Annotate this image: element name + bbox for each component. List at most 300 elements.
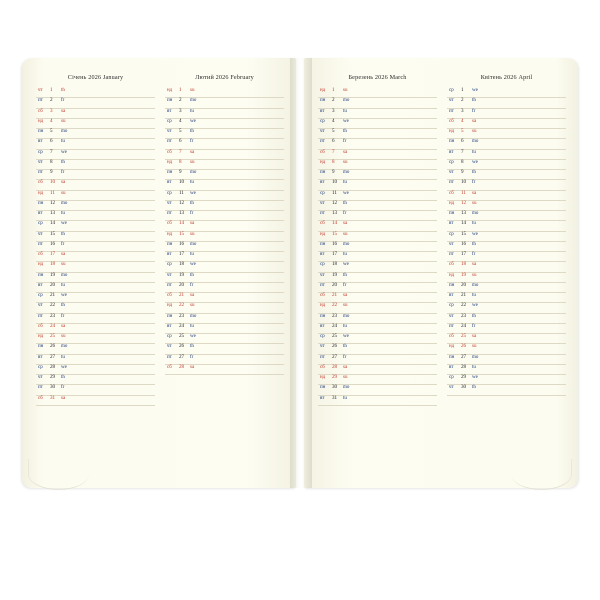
page-corner-left [28,459,89,490]
day-weekday-uk: вт [167,323,172,329]
day-number: 27 [50,353,56,360]
day-weekday-uk: чт [167,272,172,278]
day-number: 19 [50,271,56,278]
month-column-march [318,74,437,406]
day-number: 8 [332,158,335,165]
day-weekday-en: th [61,303,65,309]
day-number: 10 [332,179,338,186]
day-weekday-uk: нд [167,303,173,309]
day-weekday-en: tu [190,108,194,114]
day-weekday-en: th [61,159,65,165]
day-weekday-en: th [472,385,476,391]
day-weekday-en: mo [61,272,68,278]
day-weekday-en: sa [61,252,66,257]
day-weekday-en: th [472,313,476,319]
day-weekday-uk: пн [167,170,173,175]
day-weekday-en: sa [190,149,195,155]
day-number: 22 [50,302,56,309]
day-weekday-en: sa [61,395,66,401]
day-number: 23 [332,312,338,319]
day-number: 29 [50,374,56,380]
day-number: 11 [179,189,184,196]
day-row [36,119,155,129]
day-weekday-en: sa [472,334,477,339]
day-weekday-en: tu [472,221,476,227]
day-weekday-uk: пн [320,170,326,175]
day-number: 11 [50,189,55,196]
day-weekday-uk: чт [320,200,325,206]
day-weekday-en: fr [61,241,65,247]
month-column-april [447,74,566,406]
day-weekday-uk: ср [38,293,43,298]
day-weekday-uk: нд [167,88,173,93]
day-weekday-uk: вт [38,354,43,360]
day-weekday-en: tu [472,149,476,155]
day-list-february [165,88,284,375]
day-number: 4 [332,117,335,124]
day-row [36,160,155,170]
day-number: 20 [461,281,467,288]
month-title-april: Квітень 2026 April [480,74,533,81]
day-row [447,109,566,119]
day-weekday-en: su [61,118,66,124]
day-weekday-uk: сб [449,262,454,268]
day-weekday-uk: чт [38,88,43,93]
day-weekday-en: sa [190,221,195,227]
day-weekday-uk: ср [449,231,454,237]
day-number: 25 [50,333,56,339]
day-number: 5 [332,128,335,134]
day-row [318,344,437,354]
day-weekday-uk: чт [167,200,172,206]
day-number: 6 [179,138,182,145]
day-number: 16 [461,240,467,247]
day-weekday-uk: ср [38,149,43,155]
day-weekday-uk: чт [167,129,172,134]
day-weekday-en: tu [343,108,347,114]
day-number: 21 [179,292,185,298]
day-number: 28 [461,363,467,370]
day-weekday-en: tu [61,139,65,145]
day-weekday-uk: вт [449,221,454,227]
month-title-march: Березень 2026 March [348,74,407,81]
day-weekday-en: we [343,118,349,124]
day-weekday-en: fr [61,170,65,175]
day-row [165,119,284,129]
day-weekday-en: fr [190,354,194,360]
day-weekday-uk: нд [38,262,44,268]
day-row [447,221,566,231]
day-number: 17 [179,251,185,257]
day-weekday-uk: пн [167,241,173,247]
day-weekday-uk: пт [320,211,325,216]
day-number: 18 [461,261,467,268]
day-row [36,150,155,160]
month-column-january [36,74,155,406]
day-weekday-uk: нд [38,118,44,124]
day-number: 11 [461,189,466,196]
day-weekday-uk: сб [167,364,172,370]
day-weekday-uk: сб [167,221,172,227]
day-weekday-uk: сб [320,149,325,155]
day-number: 2 [332,97,335,104]
day-weekday-uk: пн [38,129,44,134]
day-weekday-en: th [61,375,65,380]
day-weekday-uk: нд [320,159,326,165]
day-weekday-en: mo [343,98,350,104]
day-number: 26 [179,343,185,350]
day-number: 14 [50,220,56,227]
day-row [36,344,155,354]
day-row [36,129,155,139]
day-weekday-uk: нд [449,344,455,350]
day-weekday-en: we [190,262,196,268]
day-number: 13 [50,210,56,216]
day-weekday-uk: сб [167,149,172,155]
day-number: 15 [461,230,467,237]
day-weekday-uk: сб [167,293,172,298]
day-number: 20 [50,281,56,288]
day-weekday-uk: нд [320,303,326,309]
day-weekday-uk: нд [320,88,326,93]
day-row [165,98,284,108]
day-list-january [36,88,155,406]
day-weekday-en: th [472,241,476,247]
day-weekday-uk: пт [38,241,43,247]
day-row [318,160,437,170]
day-number: 5 [50,128,53,134]
day-number: 16 [332,240,338,247]
day-weekday-en: we [343,262,349,268]
day-weekday-en: tu [190,252,194,257]
day-row [165,180,284,190]
day-weekday-uk: пт [449,108,454,114]
day-weekday-uk: пн [38,272,44,278]
day-number: 8 [461,158,464,165]
day-number: 13 [461,210,467,216]
day-number: 6 [50,138,53,145]
day-weekday-en: sa [343,364,348,370]
day-weekday-uk: чт [320,344,325,350]
day-row [36,396,155,406]
day-weekday-uk: пт [449,323,454,329]
day-number: 1 [50,87,53,93]
day-weekday-en: fr [472,252,476,257]
day-weekday-en: fr [61,313,65,319]
day-weekday-en: tu [190,180,194,186]
day-row [36,109,155,119]
day-number: 20 [332,281,338,288]
day-number: 1 [332,87,335,93]
day-weekday-en: mo [61,129,68,134]
book-gutter [290,58,312,488]
day-number: 17 [461,251,467,257]
day-weekday-en: sa [61,180,66,186]
day-list-march [318,88,437,406]
day-weekday-uk: чт [449,170,454,175]
day-number: 31 [332,394,338,401]
day-number: 21 [461,292,467,298]
day-number: 23 [50,312,56,319]
right-page-columns [318,74,566,406]
day-weekday-en: su [343,303,348,309]
day-weekday-en: fr [61,98,65,104]
day-number: 26 [461,343,467,350]
day-weekday-uk: пт [38,385,43,391]
day-number: 2 [179,97,182,104]
day-number: 13 [332,210,338,216]
day-weekday-uk: пт [167,211,172,216]
day-weekday-en: tu [343,395,347,401]
day-number: 2 [461,97,464,104]
day-row [447,262,566,272]
day-weekday-uk: вт [167,108,172,114]
day-weekday-en: mo [472,354,479,360]
day-number: 10 [179,179,185,186]
day-number: 12 [332,199,338,206]
day-weekday-en: th [343,200,347,206]
day-weekday-uk: ср [167,118,172,124]
day-weekday-uk: ср [320,334,325,339]
day-row [318,119,437,129]
day-number: 5 [461,128,464,134]
day-number: 29 [461,374,467,380]
day-weekday-uk: пт [167,354,172,360]
day-weekday-en: mo [190,241,197,247]
day-number: 10 [50,179,56,186]
day-number: 14 [332,220,338,227]
day-weekday-uk: сб [449,334,454,339]
day-row [36,303,155,313]
day-number: 25 [461,333,467,339]
day-number: 3 [461,107,464,114]
day-weekday-uk: чт [38,231,43,237]
day-number: 4 [50,117,53,124]
day-row [318,396,437,406]
day-row [318,262,437,272]
day-number: 7 [50,148,53,155]
day-number: 9 [461,169,464,175]
right-page [304,58,578,488]
day-weekday-en: we [61,149,67,155]
day-weekday-uk: ср [449,159,454,165]
day-row [165,160,284,170]
day-weekday-en: we [61,364,67,370]
day-weekday-en: we [61,293,67,298]
day-row [36,385,155,395]
day-weekday-uk: пн [320,98,326,104]
day-weekday-en: sa [472,262,477,268]
day-row [165,303,284,313]
day-weekday-uk: вт [449,149,454,155]
day-weekday-en: th [190,272,194,278]
day-weekday-uk: пн [38,200,44,206]
day-number: 9 [50,169,53,175]
left-page [22,58,296,488]
day-weekday-uk: пт [320,139,325,145]
day-weekday-en: mo [343,385,350,391]
day-weekday-uk: пт [320,354,325,360]
day-weekday-uk: пт [38,170,43,175]
day-weekday-en: fr [472,323,476,329]
day-row [318,385,437,395]
day-weekday-uk: пн [449,139,455,145]
day-number: 22 [179,302,185,309]
day-number: 13 [179,210,185,216]
day-number: 31 [50,394,56,401]
day-weekday-en: sa [190,293,195,298]
day-number: 3 [179,107,182,114]
day-weekday-en: mo [61,200,68,206]
day-weekday-en: fr [343,354,347,360]
day-weekday-en: mo [472,139,479,145]
day-row [447,119,566,129]
day-number: 17 [332,251,338,257]
day-weekday-en: sa [61,108,66,114]
day-number: 18 [50,261,56,268]
day-weekday-en: th [472,170,476,175]
day-weekday-uk: ср [449,303,454,309]
day-row [318,98,437,108]
day-number: 19 [461,271,467,278]
day-number: 30 [50,384,56,391]
day-row [165,365,284,375]
day-weekday-en: we [472,375,478,380]
day-weekday-uk: чт [449,241,454,247]
page-corner-right [511,459,572,490]
day-number: 4 [461,117,464,124]
day-number: 25 [179,333,185,339]
day-weekday-en: fr [61,385,65,391]
day-weekday-en: su [61,190,66,196]
day-weekday-en: fr [343,211,347,216]
day-weekday-uk: сб [320,221,325,227]
day-number: 22 [332,302,338,309]
day-weekday-en: th [343,272,347,278]
day-weekday-en: mo [190,98,197,104]
day-number: 21 [332,292,338,298]
day-weekday-uk: чт [320,129,325,134]
day-weekday-en: su [472,129,477,134]
day-number: 9 [332,169,335,175]
day-weekday-uk: пн [449,282,455,288]
day-weekday-en: su [343,88,348,93]
day-weekday-en: sa [343,293,348,298]
day-weekday-uk: пн [38,344,44,350]
day-weekday-uk: чт [38,375,43,380]
day-row [318,88,437,98]
day-weekday-uk: ср [320,190,325,196]
day-weekday-uk: ср [449,375,454,380]
day-weekday-en: th [190,200,194,206]
day-row [447,303,566,313]
day-weekday-en: we [472,88,478,93]
day-weekday-en: su [472,200,477,206]
day-weekday-uk: вт [320,180,325,186]
day-weekday-en: fr [472,108,476,114]
day-weekday-uk: сб [449,118,454,124]
day-weekday-uk: ср [38,221,43,227]
day-weekday-uk: нд [449,200,455,206]
day-number: 19 [332,271,338,278]
day-weekday-en: sa [472,190,477,196]
day-number: 10 [461,179,467,186]
day-number: 18 [179,261,185,268]
day-weekday-uk: пн [449,354,455,360]
month-column-february [165,74,284,406]
day-weekday-en: su [343,159,348,165]
day-weekday-uk: пт [38,98,43,104]
day-weekday-uk: нд [38,190,44,196]
day-weekday-uk: сб [320,293,325,298]
day-weekday-en: tu [190,323,194,329]
day-number: 1 [461,87,464,93]
day-weekday-en: tu [61,354,65,360]
day-number: 6 [332,138,335,145]
day-weekday-en: we [472,231,478,237]
day-weekday-uk: сб [38,395,43,401]
day-number: 21 [50,292,56,298]
month-title-january: Січень 2026 January [67,74,124,81]
day-row [447,98,566,108]
day-number: 20 [179,281,185,288]
day-number: 24 [179,322,185,329]
day-weekday-en: tu [472,293,476,298]
day-weekday-uk: вт [320,252,325,257]
day-weekday-en: tu [343,252,347,257]
day-weekday-uk: чт [38,303,43,309]
day-weekday-uk: пт [449,180,454,186]
day-number: 14 [461,220,467,227]
day-weekday-en: mo [472,282,479,288]
day-row [318,221,437,231]
left-page-columns [36,74,284,406]
day-weekday-uk: вт [320,323,325,329]
day-weekday-uk: сб [38,252,43,257]
day-weekday-en: we [343,190,349,196]
day-row [447,129,566,139]
day-number: 27 [332,353,338,360]
day-weekday-en: su [343,231,348,237]
day-weekday-uk: ср [320,118,325,124]
day-weekday-en: tu [343,323,347,329]
day-weekday-uk: пт [167,282,172,288]
day-weekday-en: mo [472,211,479,216]
day-number: 30 [332,384,338,391]
day-number: 22 [461,302,467,309]
day-weekday-en: th [190,344,194,350]
day-weekday-en: we [472,159,478,165]
day-number: 3 [50,107,53,114]
day-number: 8 [50,158,53,165]
day-weekday-en: mo [343,170,350,175]
month-title-february: Лютий 2026 February [195,74,254,81]
day-weekday-en: su [472,344,477,350]
day-row [36,98,155,108]
day-number: 23 [461,312,467,319]
day-row [318,150,437,160]
day-row [447,150,566,160]
day-weekday-uk: пн [320,385,326,391]
day-number: 24 [461,322,467,329]
day-number: 15 [179,230,185,237]
day-weekday-en: sa [343,221,348,227]
day-weekday-en: mo [343,313,350,319]
day-number: 12 [461,199,467,206]
day-row [36,139,155,149]
day-number: 12 [50,199,56,206]
day-row [318,129,437,139]
